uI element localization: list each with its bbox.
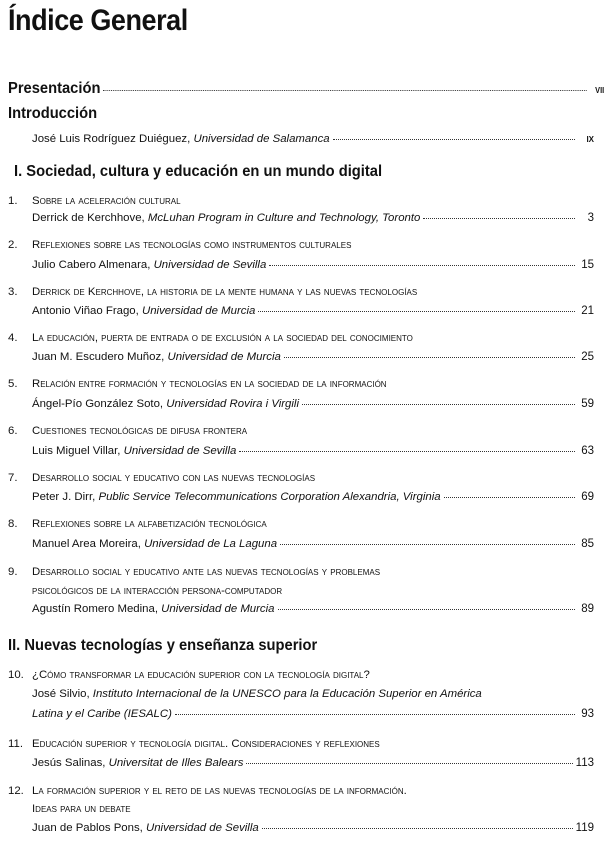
- item-title-text: Relación entre formación y tecnologías en la sociedad de la información: [32, 378, 387, 390]
- dot-leader: [278, 608, 576, 610]
- page-number: 113: [575, 757, 594, 769]
- institution: Universidad de Murcia: [161, 603, 275, 615]
- item-author-line[interactable]: [32, 537, 594, 552]
- item-title[interactable]: [8, 424, 590, 439]
- item-author-line[interactable]: [32, 490, 594, 505]
- item-author-line[interactable]: [32, 756, 594, 771]
- author-name: José Luis Rodríguez Duiéguez,: [32, 133, 191, 145]
- dot-leader: [302, 403, 575, 405]
- page-number: VII: [595, 86, 604, 95]
- item-number: 8.: [8, 518, 18, 530]
- dot-leader: [269, 264, 575, 266]
- dot-leader: [246, 762, 572, 764]
- page-number: 69: [581, 491, 594, 503]
- author-name: Ángel-Pío González Soto,: [32, 398, 164, 410]
- page-title: Índice General: [8, 4, 188, 37]
- item-author-line[interactable]: [32, 602, 594, 617]
- toc-entry-presentacion[interactable]: [8, 80, 604, 100]
- entry-label: Presentación: [8, 80, 101, 97]
- item-author-line[interactable]: [32, 397, 594, 412]
- institution: Universidad de Salamanca: [193, 133, 330, 145]
- author-name: Julio Cabero Almenara,: [32, 259, 151, 271]
- dot-leader: [284, 356, 575, 358]
- item-title-text: ¿Cómo transformar la educación superior con la tecnología digital?: [32, 669, 370, 681]
- dot-leader: [333, 138, 575, 140]
- item-title[interactable]: [8, 331, 590, 346]
- institution: Universitat de Illes Balears: [108, 757, 244, 769]
- item-title[interactable]: [8, 517, 590, 532]
- toc-entry-introduccion-author[interactable]: [32, 132, 594, 147]
- item-author-line[interactable]: [32, 258, 594, 273]
- institution: Public Service Telecommunications Corporation Alexandria, Virginia: [98, 491, 441, 503]
- item-title[interactable]: [8, 377, 590, 392]
- item-title-text: Reflexiones sobre las tecnologías como instrumentos culturales: [32, 239, 352, 251]
- section-heading: II. Nuevas tecnologías y enseñanza superior: [8, 637, 318, 654]
- item-number: 3.: [8, 286, 18, 298]
- item-title[interactable]: [8, 238, 590, 253]
- author-name: Peter J. Dirr,: [32, 491, 96, 503]
- item-title-text: Cuestiones tecnológicas de difusa frontera: [32, 425, 248, 437]
- author-name: Manuel Area Moreira,: [32, 538, 141, 550]
- page-number: 63: [581, 445, 594, 457]
- item-title[interactable]: [8, 737, 590, 752]
- item-number: 5.: [8, 378, 18, 390]
- item-number: 10.: [8, 669, 24, 681]
- item-title-continued[interactable]: Ideas para un debate: [32, 803, 131, 815]
- dot-leader: [262, 827, 573, 829]
- dot-leader: [280, 543, 575, 545]
- author-name: Agustín Romero Medina,: [32, 603, 158, 615]
- item-title-continued[interactable]: psicológicos de la interacción persona-computador: [32, 585, 283, 597]
- page-number: IX: [586, 135, 594, 144]
- item-author-line[interactable]: [32, 687, 482, 702]
- author-name: Derrick de Kerchhove,: [32, 212, 145, 224]
- item-author-line[interactable]: [32, 821, 594, 836]
- dot-leader: [175, 713, 575, 715]
- item-title[interactable]: [8, 194, 590, 209]
- author-name: Jesús Salinas,: [32, 757, 106, 769]
- toc-entry-introduccion[interactable]: Introducción: [8, 105, 98, 122]
- page-number: 119: [575, 822, 594, 834]
- institution: Universidad de Sevilla: [153, 259, 267, 271]
- institution: Instituto Internacional de la UNESCO para la Educación Superior en América: [92, 688, 482, 700]
- institution: McLuhan Program in Culture and Technology, Toronto: [147, 212, 421, 224]
- item-author-line[interactable]: [32, 350, 594, 365]
- item-number: 2.: [8, 239, 18, 251]
- item-title[interactable]: [8, 668, 590, 683]
- item-author-line[interactable]: [32, 211, 594, 226]
- item-number: 12.: [8, 785, 24, 797]
- author-name: Juan M. Escudero Muñoz,: [32, 351, 165, 363]
- page-number: 89: [581, 603, 594, 615]
- dot-leader: [258, 310, 575, 312]
- item-number: 11.: [8, 738, 23, 750]
- item-number: 4.: [8, 332, 18, 344]
- institution-continued: Latina y el Caribe (IESALC): [32, 708, 172, 720]
- item-title[interactable]: [8, 471, 590, 486]
- dot-leader: [423, 217, 575, 219]
- author-name: José Silvio,: [32, 688, 90, 700]
- item-title-text: La educación, puerta de entrada o de exclusión a la sociedad del conocimiento: [32, 332, 413, 344]
- institution: Universidad de La Laguna: [144, 538, 278, 550]
- page-number: 25: [581, 351, 594, 363]
- institution: Universidad de Sevilla: [146, 822, 259, 834]
- institution: Universidad Rovira i Virgili: [166, 398, 299, 410]
- page-number: 15: [581, 259, 594, 271]
- item-title-text: Educación superior y tecnología digital. Consideraciones y reflexiones: [32, 738, 380, 750]
- item-title-text: Desarrollo social y educativo con las nuevas tecnologías: [32, 472, 316, 484]
- page-number: 3: [587, 212, 594, 224]
- item-title-text: Reflexiones sobre la alfabetización tecnológica: [32, 518, 267, 530]
- item-number: 1.: [8, 195, 18, 207]
- institution: Universidad de Murcia: [167, 351, 281, 363]
- dot-leader: [444, 496, 575, 498]
- item-title-text: Sobre la aceleración cultural: [32, 195, 181, 207]
- item-author-line-continued[interactable]: [32, 707, 594, 722]
- item-title[interactable]: [8, 784, 590, 799]
- item-number: 9.: [8, 566, 18, 578]
- page-number: 21: [581, 305, 594, 317]
- item-title-text: Desarrollo social y educativo ante las nuevas tecnologías y problemas: [32, 566, 381, 578]
- author-name: Antonio Viñao Frago,: [32, 305, 139, 317]
- page-number: 59: [581, 398, 594, 410]
- page-number: 85: [581, 538, 594, 550]
- institution: Universidad de Murcia: [141, 305, 256, 317]
- author-name: Luis Miguel Villar,: [32, 445, 121, 457]
- dot-leader: [103, 89, 586, 91]
- item-title[interactable]: [8, 565, 590, 580]
- item-title[interactable]: [8, 285, 590, 300]
- item-title-text: La formación superior y el reto de las nuevas tecnologías de la información.: [32, 785, 407, 797]
- dot-leader: [239, 450, 575, 452]
- item-author-line[interactable]: [32, 444, 594, 459]
- section-heading: I. Sociedad, cultura y educación en un mundo digital: [14, 163, 383, 180]
- institution: Universidad de Sevilla: [123, 445, 237, 457]
- item-author-line[interactable]: [32, 304, 594, 319]
- item-number: 7.: [8, 472, 18, 484]
- page-number: 93: [581, 708, 594, 720]
- item-title-text: Derrick de Kerchhove, la historia de la mente humana y las nuevas tecnologías: [32, 286, 418, 298]
- author-name: Juan de Pablos Pons,: [32, 822, 143, 834]
- item-number: 6.: [8, 425, 18, 437]
